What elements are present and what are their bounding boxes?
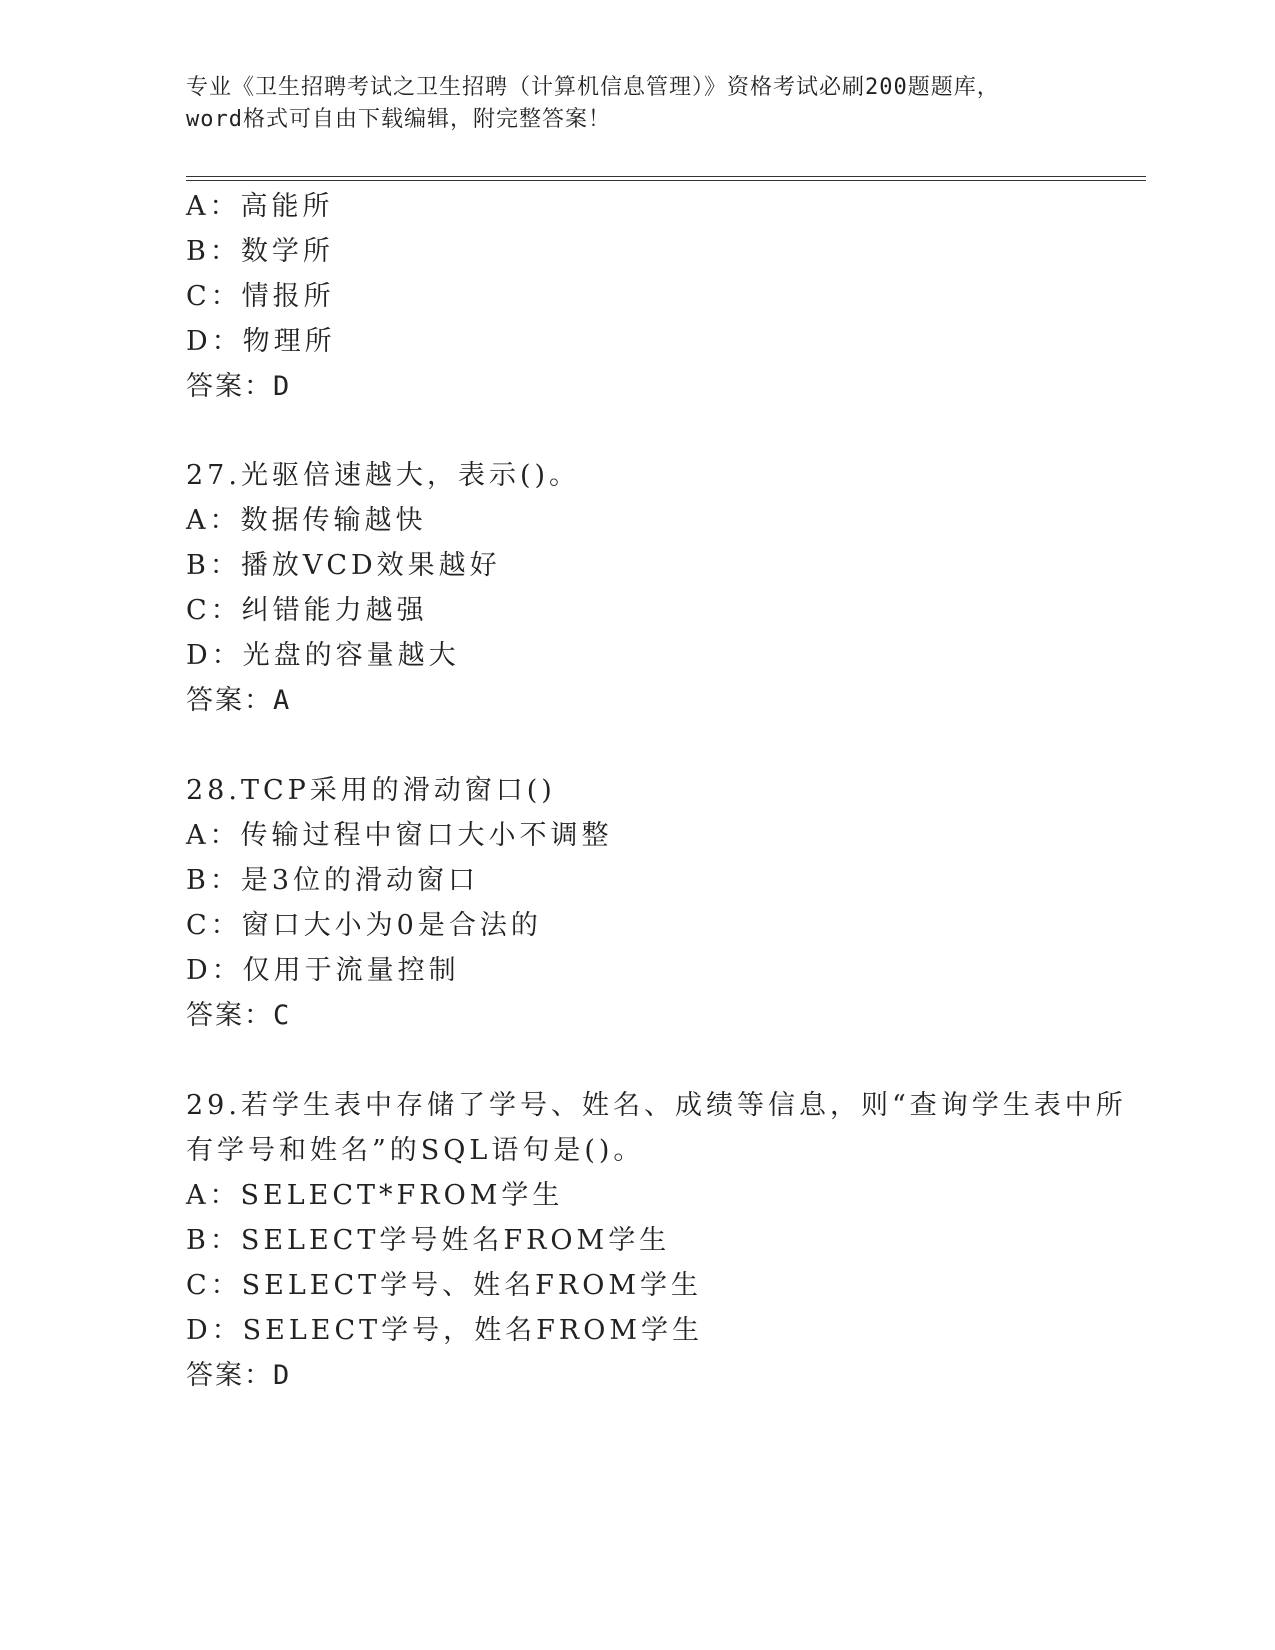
option-b: B：是3位的滑动窗口 [186, 865, 480, 896]
option-d: D：SELECT学号，姓名FROM学生 [186, 1315, 704, 1346]
header-line-2: word格式可自由下载编辑，附完整答案！ [186, 107, 611, 132]
option-c: C：纠错能力越强 [186, 595, 428, 626]
option-b: B：SELECT学号姓名FROM学生 [186, 1225, 671, 1256]
header-line-1: 专业《卫生招聘考试之卫生招聘（计算机信息管理）》资格考试必刷200题题库， [186, 75, 1000, 100]
answer: 答案：C [186, 1000, 292, 1031]
option-a: A：高能所 [186, 191, 334, 222]
answer: 答案：D [186, 371, 292, 402]
option-a: A：数据传输越快 [186, 505, 427, 536]
option-b: B：播放VCD效果越好 [186, 550, 501, 581]
option-c: C：窗口大小为0是合法的 [186, 910, 542, 941]
option-d: D：物理所 [186, 326, 336, 357]
question-stem-line-2: 有学号和姓名”的SQL语句是()。 [186, 1135, 645, 1166]
option-d: D：光盘的容量越大 [186, 640, 460, 671]
answer: 答案：D [186, 1360, 292, 1391]
question-stem-line-1: 29.若学生表中存储了学号、姓名、成绩等信息，则“查询学生表中所 [186, 1090, 1127, 1121]
question-stem: 28.TCP采用的滑动窗口() [186, 775, 556, 806]
answer: 答案：A [186, 685, 292, 716]
option-b: B：数学所 [186, 236, 334, 267]
document-header [186, 72, 1086, 136]
header-divider-bottom [186, 180, 1146, 181]
question-stem: 27.光驱倍速越大，表示()。 [186, 460, 581, 491]
option-a: A：传输过程中窗口大小不调整 [186, 820, 613, 851]
option-a: A：SELECT*FROM学生 [186, 1180, 564, 1211]
option-d: D：仅用于流量控制 [186, 955, 460, 986]
option-c: C：SELECT学号、姓名FROM学生 [186, 1270, 703, 1301]
option-c: C：情报所 [186, 281, 335, 312]
header-divider-top [186, 176, 1146, 177]
